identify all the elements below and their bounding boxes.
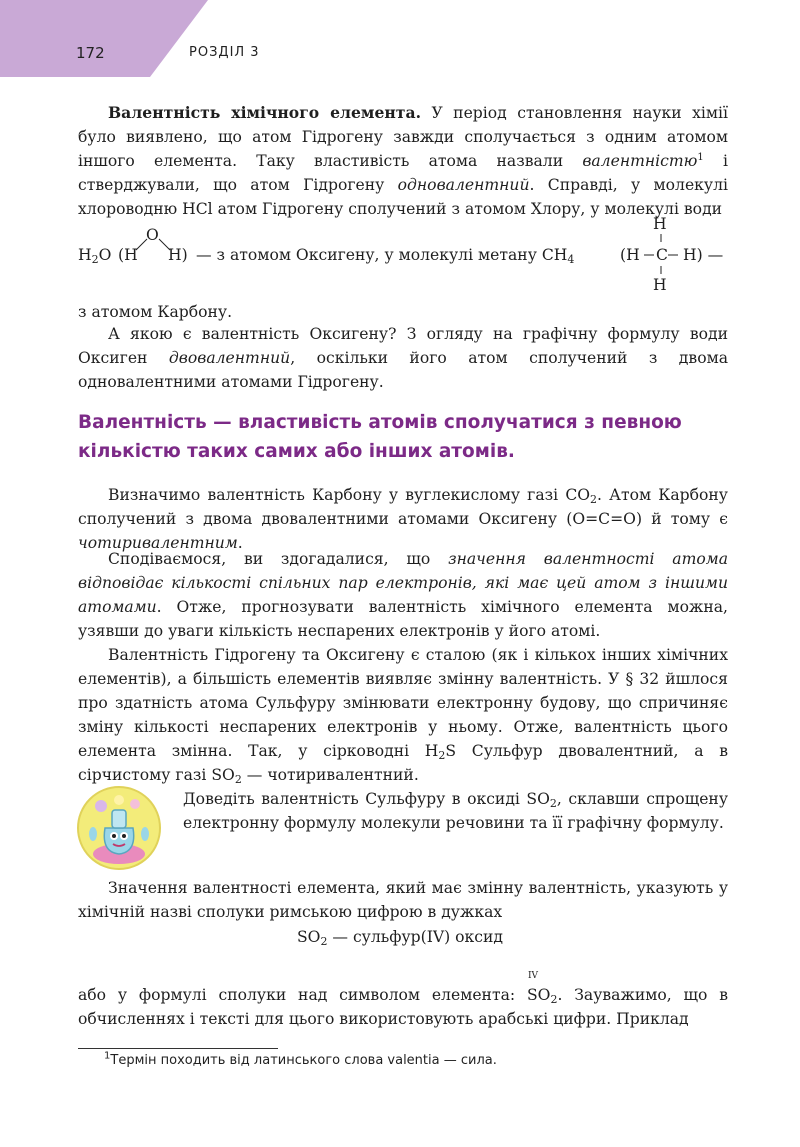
text: — чотиривалентний. (241, 766, 419, 784)
footnote (104, 1050, 497, 1068)
text: . Атом Карбону сполучений з двома двовалентними атомами Оксигену (O=C=O) й тому є (78, 486, 728, 528)
subscript: 2 (549, 797, 557, 810)
water-oxygen: O (146, 226, 159, 244)
methane-top-h: H (653, 215, 667, 233)
emphasis-rule: значення валентності атома відповідає кількості спільних пар електронів, які має цей атом з іншими атомами (78, 550, 728, 616)
text: і стверджували, що атом Гідрогену (78, 152, 728, 194)
h2o-formula (78, 246, 111, 264)
subscript: 2 (91, 253, 99, 266)
methane-close: H) — (683, 246, 724, 264)
text: . Зауважимо, що в обчисленнях і тексті для цього використовують арабські цифри. Приклад (78, 986, 729, 1028)
valence-definition: Валентність — властивість атомів сполучатися з певною кількістю таких самих або інших атомів. (78, 412, 682, 462)
term-divalent: двовалентний (168, 349, 291, 367)
paragraph-formula-notation (78, 971, 729, 1031)
text: SO (296, 928, 321, 946)
footnote-text: Термін походить від латинського слова valentia — сила. (110, 1053, 497, 1068)
subscript: 2 (590, 493, 598, 506)
text: H (78, 246, 92, 264)
mascot-icon (77, 786, 161, 870)
text: , оскільки його атом сполучений з двома одновалентними атомами Гідрогену. (78, 349, 729, 391)
text: S (526, 986, 538, 1004)
text: O (537, 986, 551, 1004)
text: Валентність Гідрогену та Оксигену є сталою (як і кількох інших хімічних елементів), а більшість елементів виявляє змінну валентність. У § 32 йшлося про здатність атома Сульфуру змінювати електронну будову, що спричиняє зміну кількості неспарених електронів у ньому. Отже, валентність цього елемента змінна. Так, у сірководні H (78, 646, 728, 760)
subscript: 2 (234, 773, 242, 786)
paragraph-electron-pairs (78, 547, 728, 643)
formula-mid-text (196, 246, 574, 264)
paragraph-roman-numerals (78, 876, 728, 924)
text: Доведіть валентність Сульфуру в оксиді SO (183, 790, 550, 808)
footnote-divider (78, 1048, 278, 1049)
roman-valence: IV (527, 971, 539, 981)
subscript: 4 (567, 253, 575, 266)
text: . Отже, прогнозувати валентність хімічного елемента можна, узявши до уваги кількість неспарених електронів у його атомі. (78, 598, 728, 640)
footnote-mark: 1 (697, 151, 704, 163)
text: O (98, 246, 112, 264)
water-open: (H (118, 246, 138, 264)
footnote-mark: 1 (104, 1050, 111, 1062)
page-number: 172 (76, 44, 105, 62)
subscript: 2 (320, 935, 328, 948)
subscript: 2 (550, 993, 558, 1006)
text: S Сульфур двовалентний, а в сірчистому газі SO (78, 742, 728, 784)
paragraph-variable-valence (78, 643, 728, 787)
section-title: РОЗДІЛ 3 (189, 45, 260, 60)
text: , склавши спрощену електронну формулу молекули речовини та її графічну формулу. (183, 790, 728, 832)
paragraph-carbon (78, 300, 728, 324)
text: з атомом Карбону. (78, 303, 233, 321)
text: . (237, 534, 243, 552)
text: . Справді, у молекулі хлороводню HCl атом Гідрогену сполучений з атомом Хлору, у молекулі води (78, 176, 728, 218)
term-monovalent: одновалентний (397, 176, 530, 194)
text: Визначимо валентність Карбону у вуглекислому газі CO (108, 486, 591, 504)
so2-name-formula (0, 928, 800, 946)
sulfur-with-valence (526, 971, 539, 1007)
term-tetravalent: чотиривалентним (78, 534, 238, 552)
paragraph-oxygen-valence (78, 322, 728, 394)
paragraph-carbon-dioxide (78, 483, 728, 555)
methane-bottom-h: H (653, 276, 667, 294)
methane-carbon: C (656, 246, 668, 264)
text: Сподіваємося, ви здогадалися, що (108, 550, 449, 568)
paragraph-heading: Валентність хімічного елемента. (108, 103, 421, 122)
text: А якою є валентність Оксигену? З огляду на графічну формулу води Оксиген (78, 325, 728, 367)
term-valence: валентністю (582, 152, 698, 170)
methane-open: (H (620, 246, 640, 264)
text: Значення валентності елемента, який має змінну валентність, указують у хімічній назві сполуки римською цифрою в дужках (78, 879, 728, 921)
page-tab (0, 0, 208, 77)
text: У період становлення науки хімії було виявлено, що атом Гідрогену завжди сполучається з одним атомом іншого елемента. Таку властивість атома назвали (78, 104, 728, 170)
text: — сульфур(IV) оксид (327, 928, 504, 946)
text: або у формулі сполуки над символом елемента: (78, 986, 527, 1004)
paragraph-valence-intro (78, 101, 728, 221)
text: — з атомом Оксигену, у молекулі метану CH (196, 246, 568, 264)
water-close: H) (168, 246, 188, 264)
subscript: 2 (438, 749, 446, 762)
task-text (183, 787, 728, 835)
